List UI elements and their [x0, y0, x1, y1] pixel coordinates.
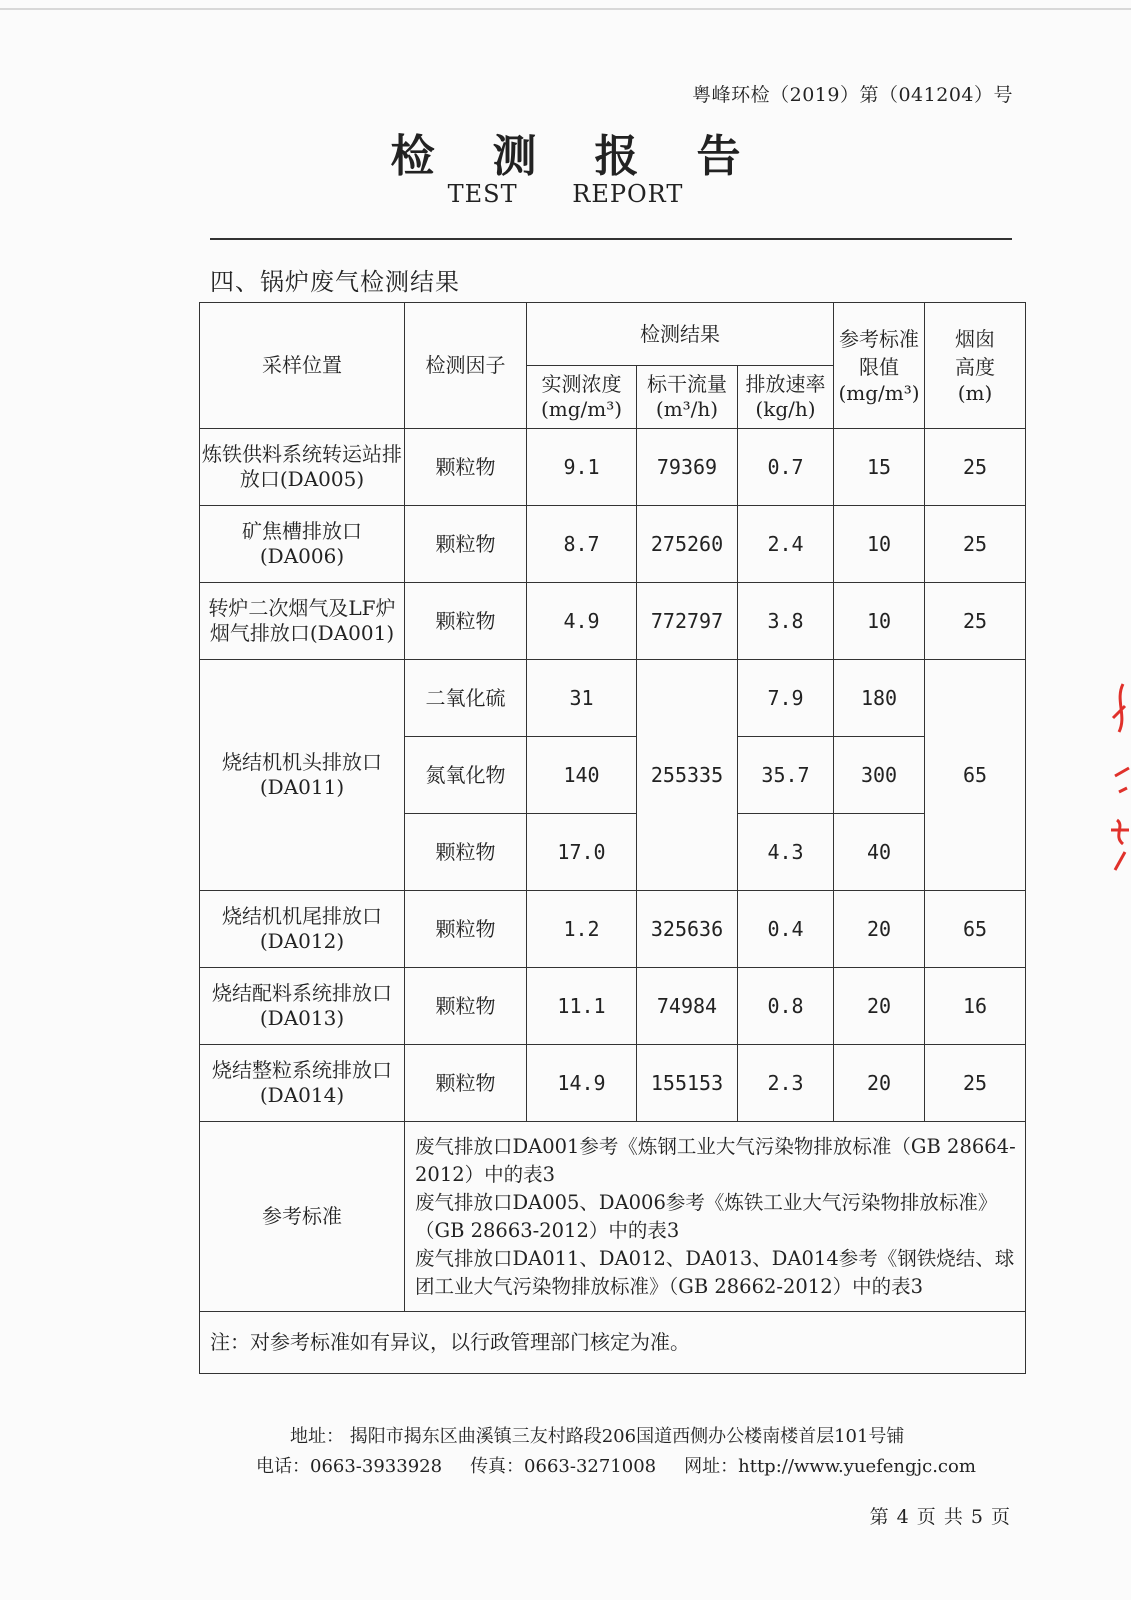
cell-limit: 180 [834, 660, 925, 737]
reference-text [405, 1122, 1026, 1312]
cell-factor: 氮氧化物 [405, 737, 527, 814]
cell-factor: 颗粒物 [405, 583, 527, 660]
cell-height: 16 [925, 968, 1026, 1045]
cell-limit: 10 [834, 506, 925, 583]
footer-fax: 传真：0663-3271008 [470, 1456, 657, 1477]
cell-rate: 3.8 [738, 583, 834, 660]
seal-stamp-fragment [1103, 680, 1131, 890]
cell-factor: 颗粒物 [405, 429, 527, 506]
cell-flow: 772797 [637, 583, 738, 660]
header-concentration-unit: (mg/m³) [540, 397, 623, 421]
cell-factor: 颗粒物 [405, 891, 527, 968]
header-location: 采样位置 [200, 303, 405, 429]
header-flow [637, 366, 738, 429]
results-table [199, 302, 1026, 1374]
cell-limit: 300 [834, 737, 925, 814]
scan-edge-line [0, 8, 1131, 10]
cell-location: 烧结机机尾排放口(DA012) [200, 891, 405, 968]
cell-flow: 155153 [637, 1045, 738, 1122]
cell-rate: 0.7 [738, 429, 834, 506]
cell-height: 25 [925, 1045, 1026, 1122]
reference-label: 参考标准 [200, 1122, 405, 1312]
footer-contact [256, 1452, 1004, 1478]
cell-concentration: 14.9 [527, 1045, 637, 1122]
footer-address: 地址： 揭阳市揭东区曲溪镇三友村路段206国道西侧办公楼南楼首层101号铺 [290, 1426, 905, 1447]
header-limit [834, 303, 925, 429]
cell-concentration: 1.2 [527, 891, 637, 968]
cell-flow: 255335 [637, 660, 738, 891]
cell-rate: 0.8 [738, 968, 834, 1045]
table-row [200, 1045, 1026, 1122]
footer-website: 网址：http://www.yuefengjc.com [684, 1456, 976, 1477]
cell-height: 25 [925, 506, 1026, 583]
page-subtitle: TEST REPORT [447, 180, 684, 208]
table-row [200, 968, 1026, 1045]
cell-location: 烧结配料系统排放口(DA013) [200, 968, 405, 1045]
cell-concentration: 11.1 [527, 968, 637, 1045]
cell-concentration: 31 [527, 660, 637, 737]
cell-rate: 35.7 [738, 737, 834, 814]
cell-factor: 颗粒物 [405, 814, 527, 891]
cell-concentration: 140 [527, 737, 637, 814]
cell-concentration: 9.1 [527, 429, 637, 506]
reference-line: 废气排放口DA005、DA006参考《炼铁工业大气污染物排放标准》（GB 28663-2012）中的表3 [415, 1190, 998, 1242]
cell-flow: 325636 [637, 891, 738, 968]
reference-row [200, 1122, 1026, 1312]
header-factor: 检测因子 [405, 303, 527, 429]
cell-factor: 颗粒物 [405, 506, 527, 583]
header-rate [738, 366, 834, 429]
cell-concentration: 4.9 [527, 583, 637, 660]
cell-height: 25 [925, 583, 1026, 660]
cell-height: 25 [925, 429, 1026, 506]
cell-rate: 0.4 [738, 891, 834, 968]
report-number: 粤峰环检（2019）第（041204）号 [692, 84, 1013, 106]
cell-flow: 275260 [637, 506, 738, 583]
header-results: 检测结果 [527, 303, 834, 366]
header-flow-label: 标干流量 [647, 372, 727, 396]
header-concentration [527, 366, 637, 429]
header-height-label: 烟囱高度 [955, 327, 995, 379]
cell-location: 烧结机机头排放口(DA011) [200, 660, 405, 891]
cell-location: 转炉二次烟气及LF炉烟气排放口(DA001) [200, 583, 405, 660]
table-row [200, 583, 1026, 660]
cell-rate: 2.4 [738, 506, 834, 583]
header-flow-unit: (m³/h) [655, 397, 719, 421]
page-title: 检测报告 [390, 131, 799, 182]
footer-phone: 电话：0663-3933928 [256, 1456, 443, 1477]
table-row [200, 891, 1026, 968]
header-rate-label: 排放速率 [745, 372, 826, 396]
header-height-unit: (m) [957, 381, 993, 405]
page-number: 第 4 页 共 5 页 [869, 1506, 1011, 1528]
cell-factor: 颗粒物 [405, 1045, 527, 1122]
header-height [925, 303, 1026, 429]
header-limit-unit: (mg/m³) [838, 381, 920, 405]
cell-location: 矿焦槽排放口(DA006) [200, 506, 405, 583]
note-row [200, 1312, 1026, 1374]
cell-flow: 79369 [637, 429, 738, 506]
cell-height: 65 [925, 660, 1026, 891]
cell-concentration: 17.0 [527, 814, 637, 891]
header-rate-unit: (kg/h) [755, 397, 816, 421]
cell-limit: 15 [834, 429, 925, 506]
cell-rate: 4.3 [738, 814, 834, 891]
cell-limit: 20 [834, 1045, 925, 1122]
cell-limit: 20 [834, 968, 925, 1045]
cell-factor: 二氧化硫 [405, 660, 527, 737]
cell-height: 65 [925, 891, 1026, 968]
cell-factor: 颗粒物 [405, 968, 527, 1045]
header-limit-label: 参考标准限值 [839, 327, 919, 379]
note-text: 注：对参考标准如有异议，以行政管理部门核定为准。 [200, 1312, 1026, 1374]
header-divider [210, 238, 1012, 240]
cell-limit: 10 [834, 583, 925, 660]
cell-flow: 74984 [637, 968, 738, 1045]
cell-limit: 40 [834, 814, 925, 891]
table-row [200, 506, 1026, 583]
reference-line: 废气排放口DA011、DA012、DA013、DA014参考《钢铁烧结、球团工业大气污染物排放标准》（GB 28662-2012）中的表3 [415, 1246, 1015, 1298]
section-title: 四、锅炉废气检测结果 [210, 268, 460, 296]
cell-location: 烧结整粒系统排放口(DA014) [200, 1045, 405, 1122]
table-row [200, 660, 1026, 737]
reference-line: 废气排放口DA001参考《炼钢工业大气污染物排放标准（GB 28664-2012）中的表3 [415, 1134, 1016, 1186]
cell-rate: 2.3 [738, 1045, 834, 1122]
cell-rate: 7.9 [738, 660, 834, 737]
table-row [200, 429, 1026, 506]
cell-concentration: 8.7 [527, 506, 637, 583]
cell-location: 炼铁供料系统转运站排放口(DA005) [200, 429, 405, 506]
cell-limit: 20 [834, 891, 925, 968]
header-concentration-label: 实测浓度 [541, 372, 622, 396]
